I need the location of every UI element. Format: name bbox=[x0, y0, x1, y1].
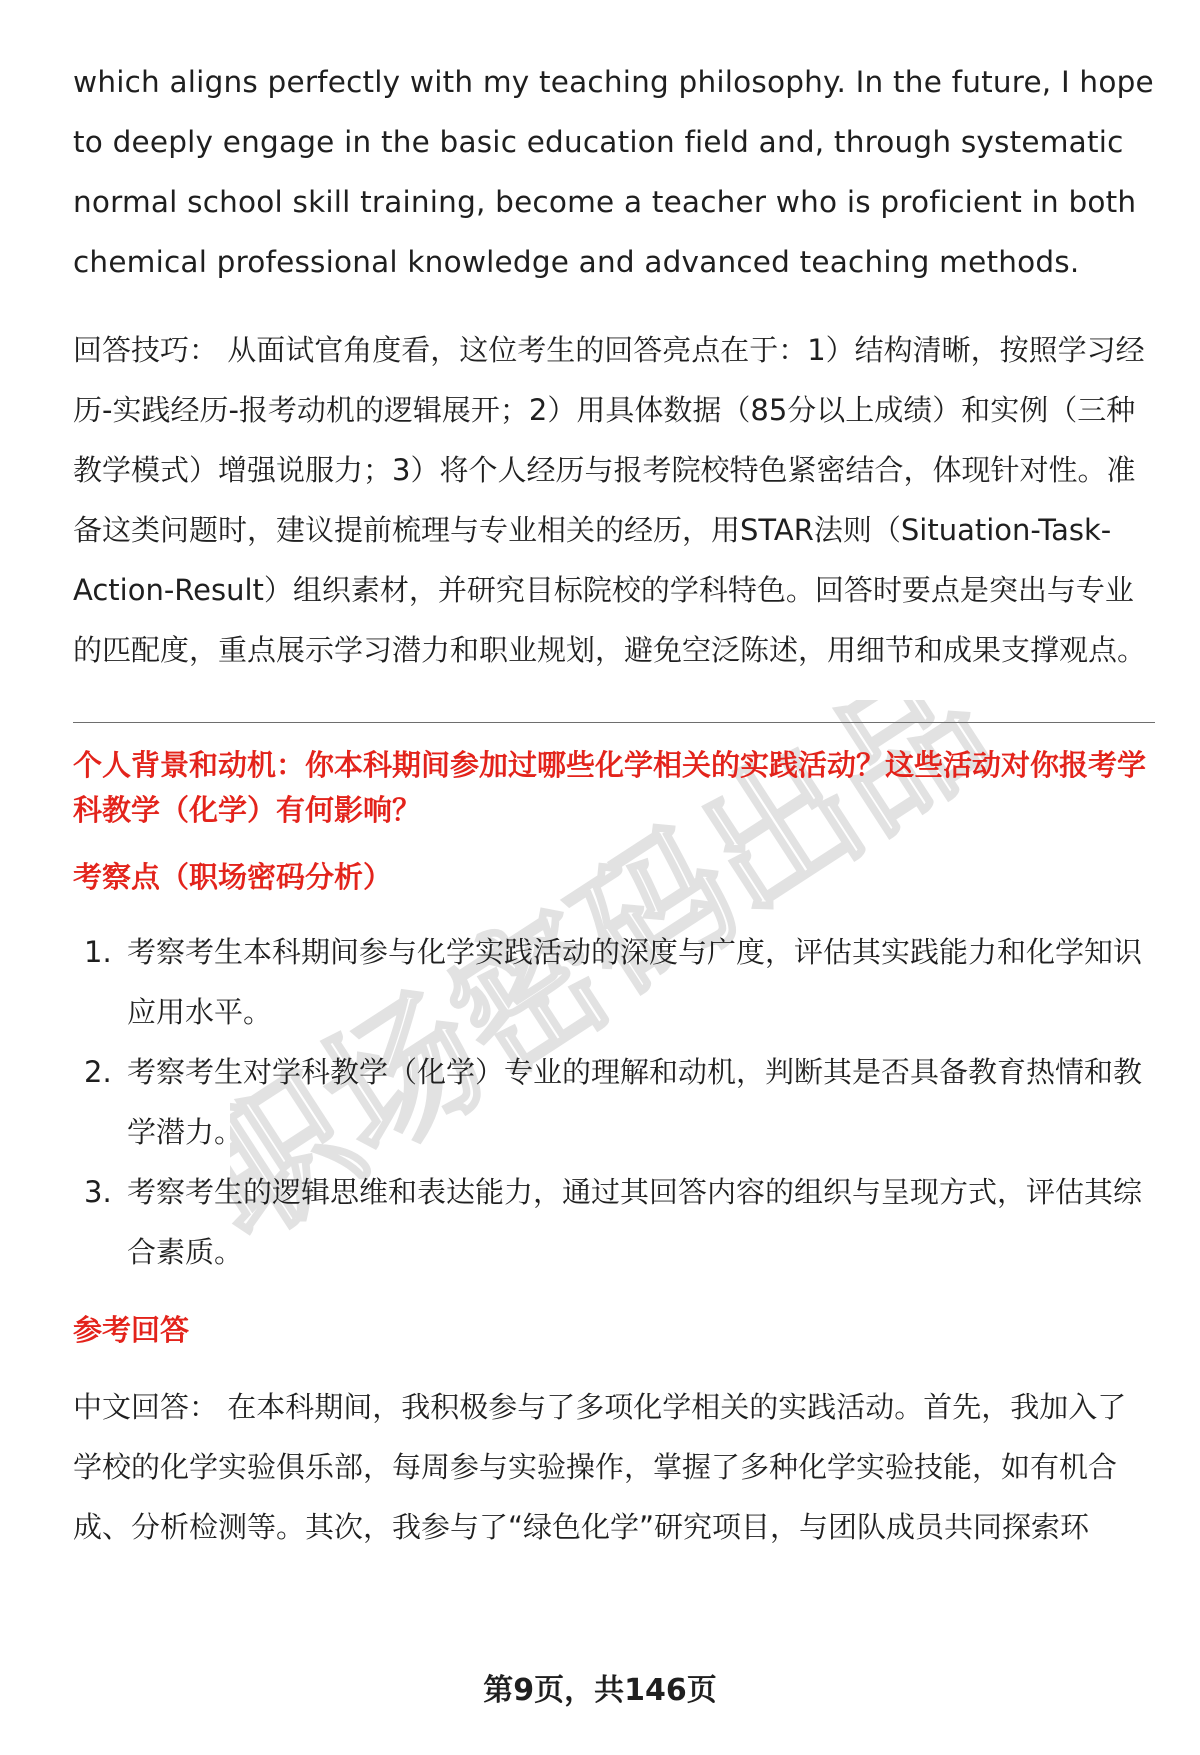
chinese-answer-paragraph: 中文回答： 在本科期间，我积极参与了多项化学相关的实践活动。首先，我加入了学校的化学实验俱乐部，每周参与实验操作，掌握了多种化学实验技能，如有机合成、分析检测等。其次，我参与了“绿色化学”研究项目，与团队成员共同探索环 bbox=[73, 1390, 1127, 1544]
answer-tips-paragraph: 回答技巧： 从面试官角度看，这位考生的回答亮点在于：1）结构清晰，按照学习经历-实践经历-报考动机的逻辑展开；2）用具体数据（85分以上成绩）和实例（三种教学模式）增强说服力；3）将个人经历与报考院校特色紧密结合，体现针对性。准备这类问题时，建议提前梳理与专业相关的经历，用STAR法则（Situation-Task-Action-Result）组织素材，并研究目标院校的学科特色。回答时要点是突出与专业的匹配度，重点展示学习潜力和职业规划，避免空泛陈述，用细节和成果支撑观点。 bbox=[73, 333, 1147, 667]
intro-paragraph: which aligns perfectly with my teaching philosophy. In the future, I hope to deeply engage in the basic education field and, through systematic normal school skill training, become a teacher who is proficient in both chemical professional knowledge and advanced teaching methods. bbox=[73, 65, 1154, 279]
list-item-number: 2. bbox=[84, 1055, 112, 1089]
list-item-text: 考察考生对学科教学（化学）专业的理解和动机，判断其是否具备教育热情和教学潜力。 bbox=[127, 1055, 1143, 1149]
list-item bbox=[73, 1042, 1155, 1162]
list-item bbox=[73, 1162, 1155, 1282]
reference-heading: 参考回答 bbox=[73, 1313, 190, 1347]
watermark-text: 职场密码出品 bbox=[230, 700, 990, 1260]
assessment-heading: 考察点（职场密码分析） bbox=[73, 860, 393, 894]
question-heading: 个人背景和动机：你本科期间参加过哪些化学相关的实践活动？这些活动对你报考学科教学（化学）有何影响？ bbox=[73, 748, 1147, 827]
list-item bbox=[73, 922, 1155, 1042]
list-item-text: 考察考生本科期间参与化学实践活动的深度与广度，评估其实践能力和化学知识应用水平。 bbox=[127, 935, 1143, 1029]
list-item-number: 1. bbox=[84, 935, 112, 969]
list-item-text: 考察考生的逻辑思维和表达能力，通过其回答内容的组织与呈现方式，评估其综合素质。 bbox=[127, 1175, 1143, 1269]
section-divider bbox=[73, 722, 1155, 723]
document-page bbox=[73, 52, 1155, 1557]
page-number-footer: 第9页，共146页 bbox=[483, 1673, 717, 1708]
assessment-list bbox=[73, 922, 1155, 1282]
list-item-number: 3. bbox=[84, 1175, 112, 1209]
